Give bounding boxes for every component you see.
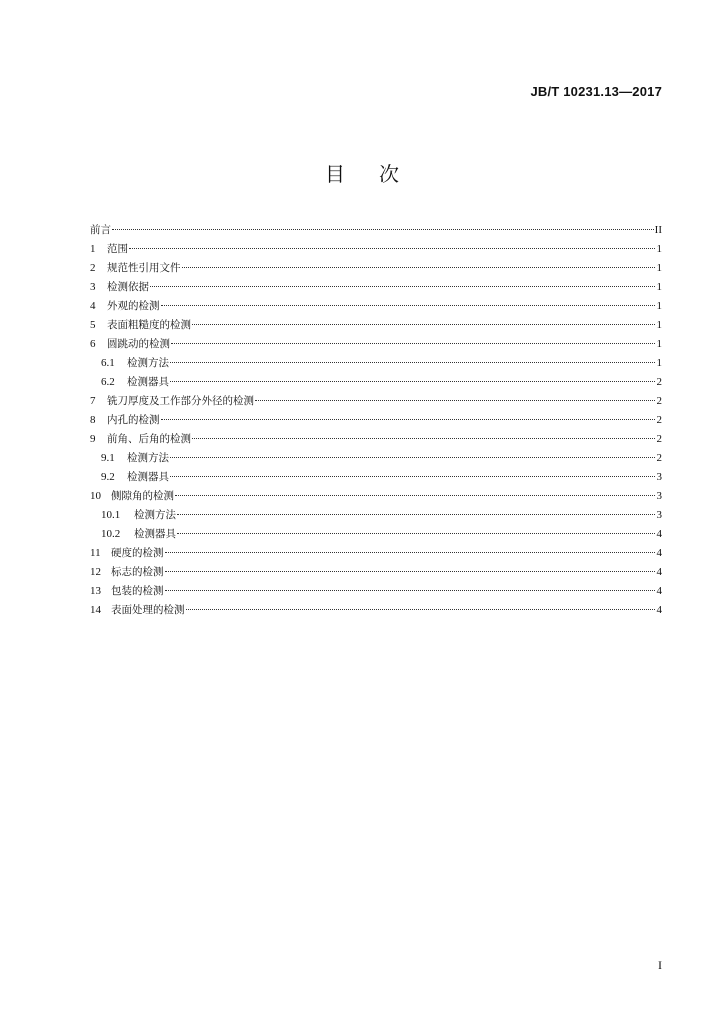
toc-entry-label: 检测方法 — [127, 452, 169, 464]
toc-entry-page: 4 — [656, 528, 662, 540]
toc-entry-page: 1 — [656, 281, 662, 293]
toc-entry-number: 2 — [90, 262, 96, 274]
toc-leader-dots — [192, 324, 655, 325]
toc-leader-dots — [112, 229, 654, 230]
toc-entry-number: 13 — [90, 585, 101, 597]
toc-entry[interactable] — [90, 392, 662, 411]
toc-leader-dots — [186, 609, 656, 610]
toc-entry[interactable] — [90, 487, 662, 506]
toc-entry-page: 1 — [656, 338, 662, 350]
toc-entry-page: 3 — [656, 471, 662, 483]
toc-leader-dots — [165, 571, 656, 572]
toc-entry[interactable] — [90, 354, 662, 373]
toc-entry-label: 检测器具 — [127, 471, 169, 483]
toc-leader-dots — [165, 552, 656, 553]
toc-entry-page: 4 — [656, 604, 662, 616]
toc-entry-number: 6.1 — [101, 357, 115, 369]
toc-entry-number: 6.2 — [101, 376, 115, 388]
toc-entry[interactable] — [90, 506, 662, 525]
toc-entry[interactable] — [90, 335, 662, 354]
toc-entry-page: 3 — [656, 490, 662, 502]
toc-entry[interactable] — [90, 278, 662, 297]
toc-leader-dots — [150, 286, 655, 287]
toc-entry-number: 10.1 — [101, 509, 121, 521]
toc-entry-label: 侧隙角的检测 — [111, 490, 174, 502]
toc-entry-page: 1 — [656, 300, 662, 312]
toc-entry-label: 表面粗糙度的检测 — [107, 319, 191, 331]
toc-entry-label: 圆跳动的检测 — [107, 338, 170, 350]
toc-entry-page: 4 — [656, 547, 662, 559]
toc-entry-page: 2 — [656, 452, 662, 464]
toc-entry-label: 前言 — [90, 224, 111, 236]
toc-leader-dots — [170, 476, 655, 477]
toc-leader-dots — [170, 457, 655, 458]
toc-entry-number: 9 — [90, 433, 96, 445]
toc-entry-label: 检测依据 — [107, 281, 149, 293]
toc-leader-dots — [175, 495, 655, 496]
toc-entry-label: 检测方法 — [127, 357, 169, 369]
toc-entry[interactable] — [90, 563, 662, 582]
toc-entry-label: 检测器具 — [134, 528, 176, 540]
toc-entry-page: 2 — [656, 395, 662, 407]
toc-entry-label: 包装的检测 — [111, 585, 164, 597]
toc-entry-number: 4 — [90, 300, 96, 312]
toc-entry-number: 10 — [90, 490, 101, 502]
toc-entry-number: 10.2 — [101, 528, 121, 540]
toc-entry-label: 检测方法 — [134, 509, 176, 521]
toc-entry-page: 4 — [656, 566, 662, 578]
toc-entry[interactable] — [90, 411, 662, 430]
toc-entry-page: 1 — [656, 262, 662, 274]
toc-entry-label: 内孔的检测 — [107, 414, 160, 426]
toc-leader-dots — [170, 362, 655, 363]
toc-entry[interactable] — [90, 221, 662, 240]
toc-leader-dots — [161, 419, 656, 420]
toc-leader-dots — [171, 343, 655, 344]
toc-entry[interactable] — [90, 468, 662, 487]
toc-leader-dots — [177, 514, 655, 515]
toc-entry-page: 4 — [656, 585, 662, 597]
toc-entry-number: 7 — [90, 395, 96, 407]
title-char-1: 目 — [325, 162, 345, 186]
toc-leader-dots — [192, 438, 655, 439]
toc-entry-page: 1 — [656, 319, 662, 331]
document-code: JB/T 10231.13—2017 — [530, 84, 662, 99]
toc-entry[interactable] — [90, 297, 662, 316]
toc-entry[interactable] — [90, 430, 662, 449]
toc-entry[interactable] — [90, 544, 662, 563]
toc-entry[interactable] — [90, 240, 662, 259]
toc-entry-number: 9.2 — [101, 471, 115, 483]
title-char-2: 次 — [379, 162, 399, 186]
toc-entry-label: 检测器具 — [127, 376, 169, 388]
toc-entry-label: 规范性引用文件 — [107, 262, 181, 274]
page-number: I — [658, 958, 662, 972]
toc-entry-page: 2 — [656, 433, 662, 445]
toc-leader-dots — [170, 381, 655, 382]
toc-leader-dots — [177, 533, 655, 534]
toc-entry[interactable] — [90, 525, 662, 544]
toc-entry-number: 9.1 — [101, 452, 115, 464]
toc-entry[interactable] — [90, 316, 662, 335]
toc-leader-dots — [165, 590, 656, 591]
toc-entry-label: 外观的检测 — [107, 300, 160, 312]
toc-entry[interactable] — [90, 582, 662, 601]
table-of-contents — [90, 221, 662, 620]
toc-entry-page: 2 — [656, 414, 662, 426]
toc-entry-number: 1 — [90, 243, 96, 255]
toc-entry-label: 硬度的检测 — [111, 547, 164, 559]
toc-leader-dots — [161, 305, 656, 306]
toc-entry[interactable] — [90, 373, 662, 392]
toc-entry-number: 8 — [90, 414, 96, 426]
toc-entry-label: 标志的检测 — [111, 566, 164, 578]
page-title — [0, 158, 724, 187]
toc-entry-page: II — [654, 224, 662, 236]
toc-entry-page: 1 — [656, 357, 662, 369]
toc-leader-dots — [255, 400, 655, 401]
toc-entry-number: 5 — [90, 319, 96, 331]
toc-leader-dots — [129, 248, 655, 249]
toc-entry-number: 14 — [90, 604, 101, 616]
toc-entry-number: 6 — [90, 338, 96, 350]
toc-entry-page: 1 — [656, 243, 662, 255]
toc-entry-label: 铣刀厚度及工作部分外径的检测 — [107, 395, 254, 407]
toc-entry-number: 3 — [90, 281, 96, 293]
toc-entry[interactable] — [90, 449, 662, 468]
toc-leader-dots — [182, 267, 656, 268]
toc-entry-label: 范围 — [107, 243, 128, 255]
toc-entry-number: 11 — [90, 547, 101, 559]
toc-entry-label: 表面处理的检测 — [111, 604, 185, 616]
toc-entry-page: 3 — [656, 509, 662, 521]
toc-entry-number: 12 — [90, 566, 101, 578]
toc-entry-label: 前角、后角的检测 — [107, 433, 191, 445]
toc-entry[interactable] — [90, 601, 662, 620]
toc-entry-page: 2 — [656, 376, 662, 388]
toc-entry[interactable] — [90, 259, 662, 278]
